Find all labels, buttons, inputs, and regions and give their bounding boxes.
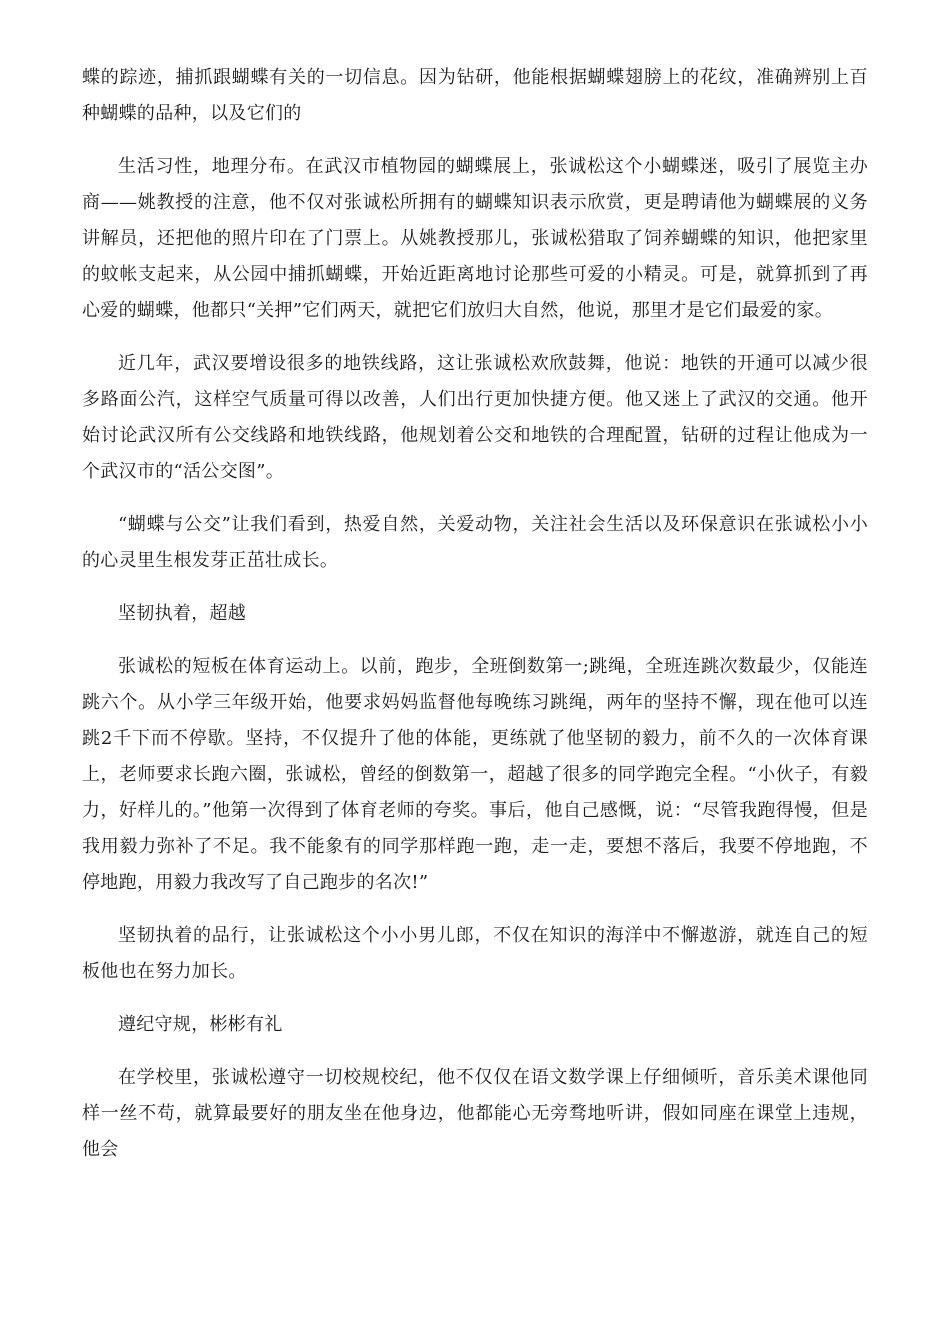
paragraph-sports: 张诚松的短板在体育运动上。以前，跑步，全班倒数第一;跳绳，全班连跳次数最少，仅能连跳六个。从小学三年级开始，他要求妈妈监督他每晚练习跳绳，两年的坚持不懈，现在他可以连跳2千下而不停歇。坚持，不仅提升了他的体能，更练就了他坚韧的毅力，前不久的一次体育课上，老师要求长跑六圈，张诚松，曾经的倒数第一，超越了很多的同学跑完全程。“小伙子，有毅力，好样儿的。”他第一次得到了体育老师的夸奖。事后，他自己感慨，说：“尽管我跑得慢，但是我用毅力弥补了不足。我不能象有的同学那样跑一跑，走一走，要想不落后，我要不停地跑，不停地跑，用毅力我改写了自己跑步的名次!” bbox=[82, 656, 868, 893]
paragraph-subway: 近几年，武汉要增设很多的地铁线路，这让张诚松欢欣鼓舞，他说：地铁的开通可以减少很多路面公汽，这样空气质量可得以改善，人们出行更加快捷方便。他又迷上了武汉的交通。他开始讨论武汉所有公交线路和地铁线路，他规划着公交和地铁的合理配置，钻研的过程让他成为一个武汉市的“活公交图”。 bbox=[82, 353, 868, 482]
paragraph-butterfly-habits: 生活习性，地理分布。在武汉市植物园的蝴蝶展上，张诚松这个小蝴蝶迷，吸引了展览主办商——姚教授的注意，他不仅对张诚松所拥有的蝴蝶知识表示欣赏，更是聘请他为蝴蝶展的义务讲解员，还把他的照片印在了门票上。从姚教授那儿，张诚松猎取了饲养蝴蝶的知识，他把家里的蚊帐支起来，从公园中捕抓蝴蝶，开始近距离地讨论那些可爱的小精灵。可是，就算抓到了再心爱的蝴蝶，他都只“关押”它们两天，就把它们放归大自然，他说，那里才是它们最爱的家。 bbox=[82, 156, 868, 321]
document-body bbox=[82, 60, 868, 1185]
paragraph-butterfly-continued: 蝶的踪迹，捕抓跟蝴蝶有关的一切信息。因为钻研，他能根据蝴蝶翅膀上的花纹，准确辨别上百种蝴蝶的品种，以及它们的 bbox=[82, 67, 868, 124]
section-heading-perseverance: 坚韧执着，超越 bbox=[118, 603, 247, 624]
paragraph-butterfly-and-bus: “蝴蝶与公交”让我们看到，热爱自然，关爱动物，关注社会生活以及环保意识在张诚松小小的心灵里生根发芽正茁壮成长。 bbox=[82, 514, 868, 571]
paragraph-perseverance-summary: 坚韧执着的品行，让张诚松这个小小男儿郎，不仅在知识的海洋中不懈遨游，就连自己的短板他也在努力加长。 bbox=[82, 925, 868, 982]
paragraph-school-rules: 在学校里，张诚松遵守一切校规校纪，他不仅仅在语文数学课上仔细倾听，音乐美术课他同样一丝不苟，就算最要好的朋友坐在他身边，他都能心无旁骛地听讲，假如同座在课堂上违规，他会 bbox=[82, 1067, 868, 1160]
section-heading-discipline: 遵纪守规，彬彬有礼 bbox=[118, 1014, 283, 1035]
